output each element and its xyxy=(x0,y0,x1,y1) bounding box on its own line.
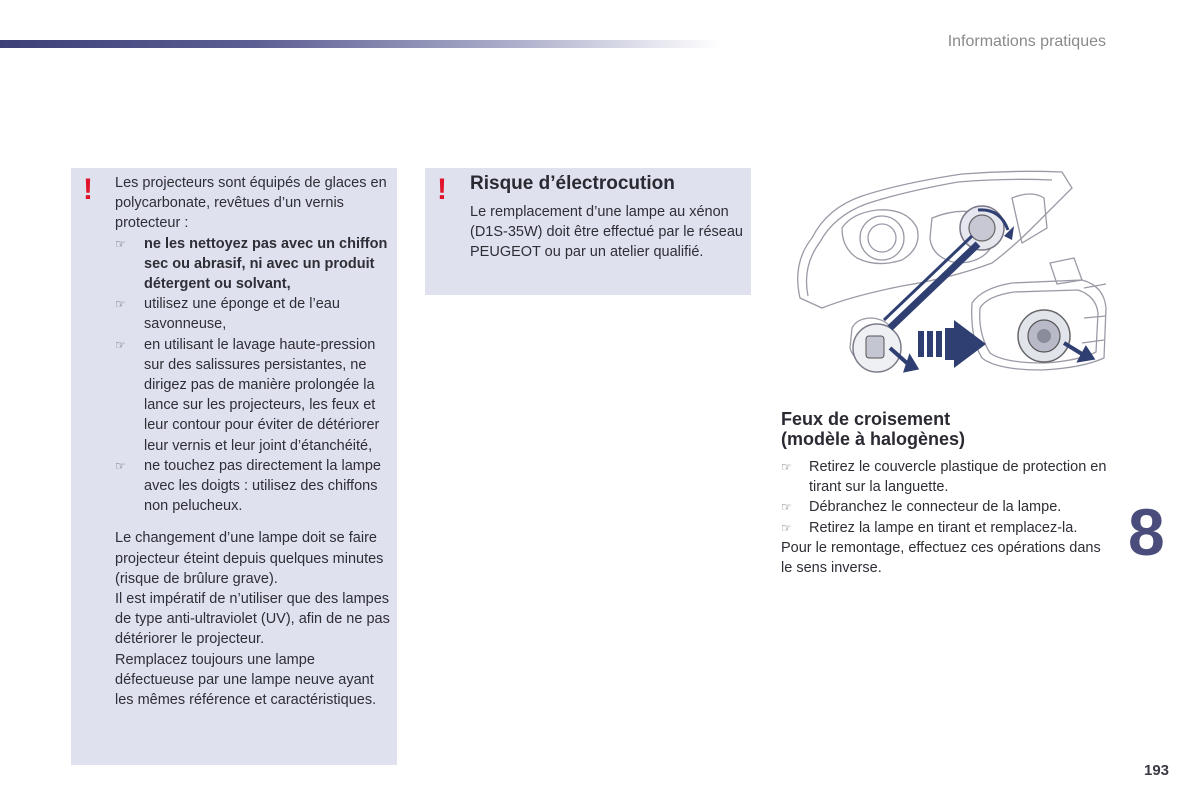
right-section-title xyxy=(781,409,1101,449)
electrocution-text: Le remplacement d’une lampe au xénon (D1S-35W) doit être effectué par le réseau PEUGEOT ou par un atelier qualifié. xyxy=(470,204,743,261)
right-title-line-1: Feux de croisement xyxy=(781,409,951,429)
list-item-text: utilisez une éponge et de l’eau savonneuse, xyxy=(144,296,340,333)
list-item xyxy=(115,335,393,456)
right-footer-text: Pour le remontage, effectuez ces opérations dans le sens inverse. xyxy=(781,539,1101,577)
left-warning-content xyxy=(115,173,393,710)
section-title: Informations pratiques xyxy=(947,33,1106,50)
left-paragraph: Le changement d’une lampe doit se faire projecteur éteint depuis quelques minutes (risque de brûlure grave). xyxy=(115,530,384,587)
bullet-hand-icon: ☞ xyxy=(781,500,792,515)
left-intro: Les projecteurs sont équipés de glaces en polycarbonate, revêtues d’un vernis protecteur : xyxy=(115,175,387,232)
list-item-text: Retirez le couvercle plastique de protection en tirant sur la languette. xyxy=(809,459,1107,496)
list-item xyxy=(115,294,393,334)
bullet-hand-icon: ☞ xyxy=(115,236,126,251)
list-item xyxy=(115,456,393,517)
list-item xyxy=(781,497,1111,517)
electrocution-warning-box xyxy=(425,168,751,295)
list-item xyxy=(781,518,1111,538)
list-item-text: Débranchez le connecteur de la lampe. xyxy=(809,499,1062,516)
bullet-hand-icon: ☞ xyxy=(115,297,126,312)
bullet-hand-icon: ☞ xyxy=(115,458,126,473)
left-warning-box xyxy=(71,168,397,765)
left-bullet-list xyxy=(115,234,393,517)
bullet-hand-icon: ☞ xyxy=(781,460,792,474)
warning-icon: ! xyxy=(83,173,93,206)
list-item xyxy=(781,457,1111,497)
header-gradient-bar xyxy=(0,40,720,48)
right-title-line-2: (modèle à halogènes) xyxy=(781,429,966,449)
chapter-number: 8 xyxy=(1128,495,1165,569)
list-item-text: ne touchez pas directement la lampe avec les doigts : utilisez des chiffons non pelucheux. xyxy=(144,457,381,515)
headlamp-illustration xyxy=(782,168,1107,373)
left-paragraph-3: Remplacez toujours une lampe défectueuse par une lampe neuve ayant les mêmes référence et caractéristiques. xyxy=(115,651,377,709)
right-bullet-list xyxy=(781,457,1111,538)
list-item-text: ne les nettoyez pas avec un chiffon sec ou abrasif, ni avec un produit détergent ou solvant, xyxy=(144,235,388,293)
right-section-content xyxy=(781,457,1111,578)
list-item-text: Retirez la lampe en tirant et remplacez-la. xyxy=(809,519,1078,536)
list-item xyxy=(115,234,393,295)
page-number: 193 xyxy=(1144,762,1170,779)
left-paragraph-2: Il est impératif de n’utiliser que des lampes de type anti-ultraviolet (UV), afin de ne pas détériorer le projecteur. xyxy=(115,591,390,648)
bullet-hand-icon: ☞ xyxy=(781,520,792,535)
electrocution-title: Risque d’électrocution xyxy=(470,173,675,194)
warning-icon: ! xyxy=(437,173,447,206)
bullet-hand-icon: ☞ xyxy=(115,337,126,352)
list-item-text: en utilisant le lavage haute-pression sur des salissures persistantes, ne dirigez pas de manière prolongée la lance sur les projecteurs, les feux et leur contour pour éviter de détériorer leur vernis et leur joint d’étanchéité, xyxy=(144,336,380,454)
